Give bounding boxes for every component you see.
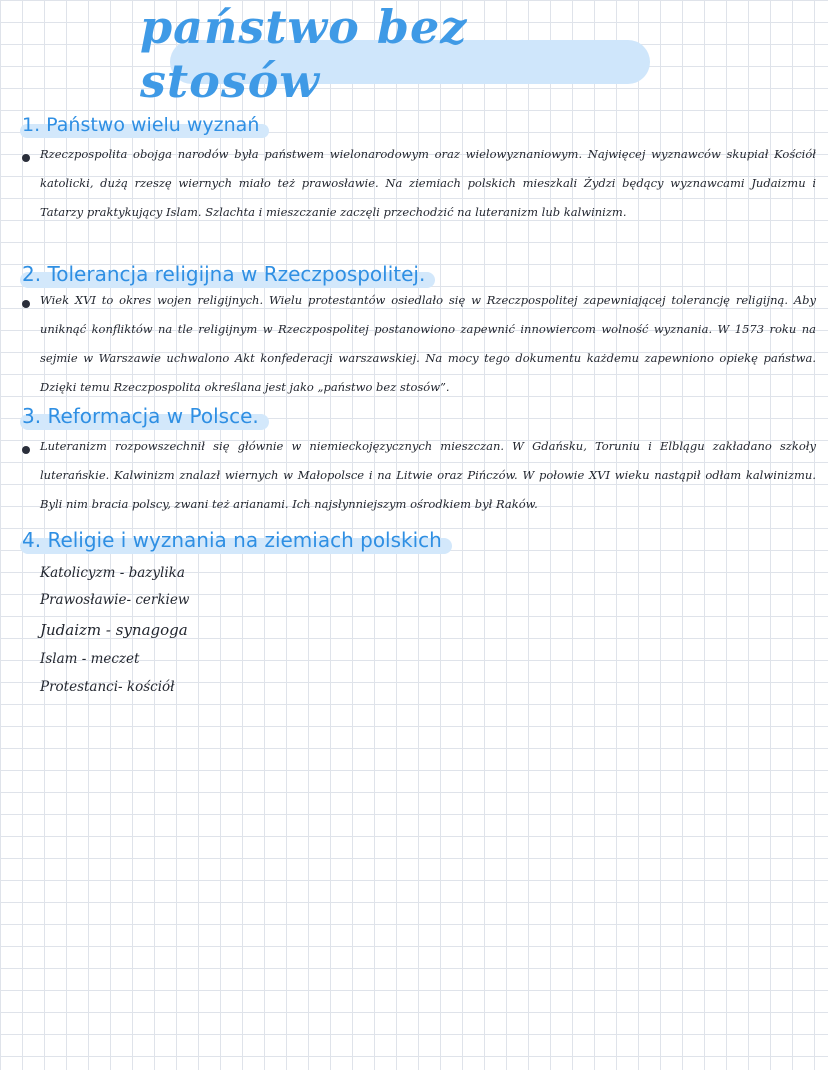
- page-title: państwo bez stosów: [140, 18, 660, 90]
- bullet-icon: [22, 154, 30, 162]
- section-4-heading: [20, 528, 452, 552]
- list-item: Islam - meczet: [40, 651, 140, 667]
- section-2-text: Wiek XVI to okres wojen religijnych. Wielu protestantów osiedlało się w Rzeczpospolitej zapewniającej tolerancję religijną. Aby uniknąć konfliktów na tle religijnym w Rzeczpospolitej postanowiono zapewnić innowiercom wolność wyznania. W 1573 roku na sejmie w Warszawie uchwalono Akt konfederacji warszawskiej. Na mocy tego dokumentu każdemu zapewniono opiekę państwa. Dzięki temu Rzeczpospolita określana jest jako „państwo bez stosów”.: [40, 293, 816, 394]
- section-2-heading: [20, 262, 435, 286]
- section-3-text: Luteranizm rozpowszechnił się głównie w niemieckojęzycznych mieszczan. W Gdańsku, Toruniu i Elblągu zakładano szkoły luterańskie. Kalwinizm znalazł wiernych w Małopolsce i na Litwie oraz Pińczów. W połowie XVI wieku nastąpił odłam kalwinizmu. Byli nim bracia polscy, zwani też arianami. Ich najsłynniejszym ośrodkiem był Raków.: [40, 439, 816, 511]
- section-1-text: Rzeczpospolita obojga narodów była państwem wielonarodowym oraz wielowyznaniowym. Najwięcej wyznawców skupiał Kościół katolicki, dużą rzeszę wiernych miało też prawosławie. Na ziemiach polskich mieszkali Żydzi będący wyznawcami Judaizmu i Tatarzy praktykujący Islam. Szlachta i mieszczanie zaczęli przechodzić na luteranizm lub kalwinizm.: [40, 147, 816, 219]
- list-item: Prawosławie- cerkiew: [40, 592, 190, 608]
- section-3-heading: [20, 404, 269, 428]
- bullet-icon: [22, 446, 30, 454]
- section-4-heading-text: 4. Religie i wyznania na ziemiach polskich: [22, 528, 442, 552]
- section-1-heading: [20, 114, 269, 136]
- section-1-heading-text: 1. Państwo wielu wyznań: [22, 114, 260, 136]
- list-item: Protestanci- kościół: [40, 679, 175, 695]
- section-2-heading-text: 2. Tolerancja religijna w Rzeczpospolitej.: [22, 262, 426, 286]
- list-item: Judaizm - synagoga: [40, 621, 188, 639]
- list-item: Katolicyzm - bazylika: [40, 565, 185, 581]
- bullet-icon: [22, 300, 30, 308]
- section-3-heading-text: 3. Reformacja w Polsce.: [22, 404, 259, 428]
